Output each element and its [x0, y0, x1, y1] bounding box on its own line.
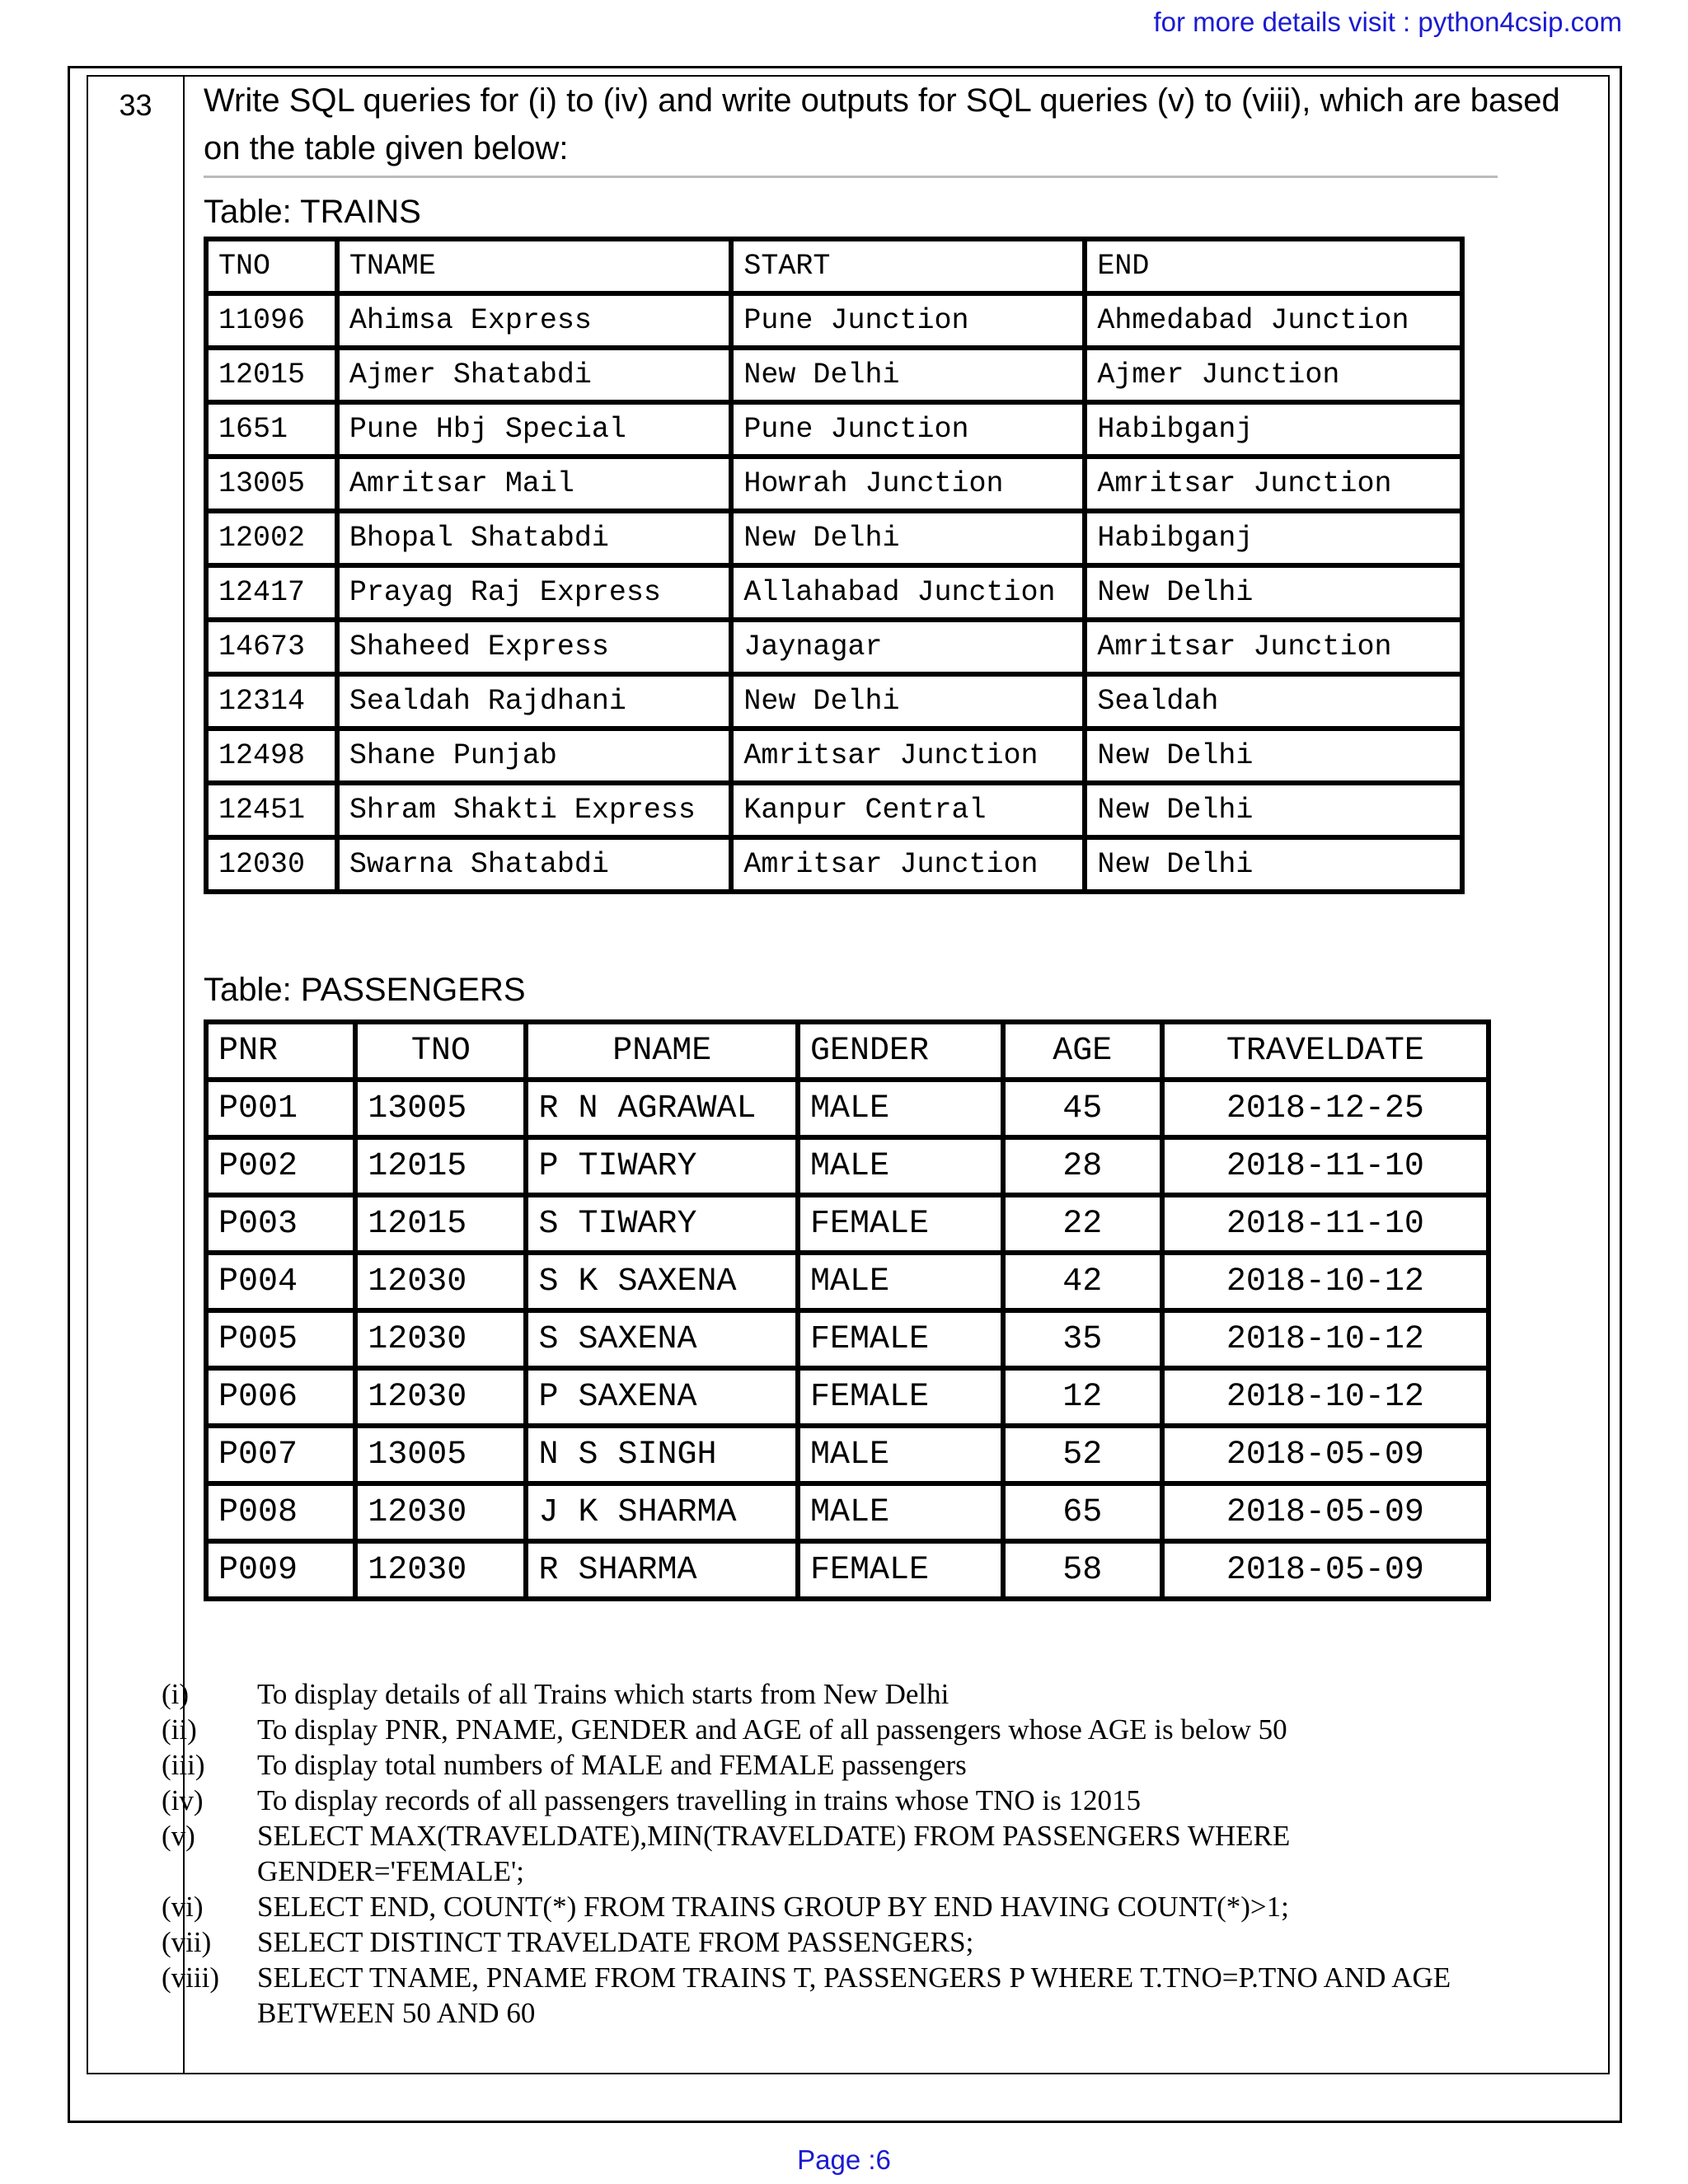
question-item	[162, 1712, 1530, 1747]
item-text: To display records of all passengers travelling in trains whose TNO is 12015	[257, 1784, 1141, 1816]
table-cell: 12030	[355, 1368, 526, 1426]
table-cell: Pune Junction	[731, 402, 1085, 457]
item-number: (vii)	[162, 1926, 212, 1958]
page-number: Page :6	[797, 2144, 891, 2175]
table-row	[206, 620, 1462, 674]
item-number: (i)	[162, 1678, 190, 1710]
table-row	[206, 1483, 1489, 1541]
table-cell: Pune Hbj Special	[337, 402, 732, 457]
passengers-table	[204, 1019, 1491, 1601]
table-cell: 28	[1003, 1137, 1162, 1195]
table-row	[206, 1253, 1489, 1310]
table-cell: 58	[1003, 1541, 1162, 1599]
table-cell: 12030	[355, 1253, 526, 1310]
item-number: (v)	[162, 1820, 195, 1852]
table-cell: P003	[206, 1195, 355, 1253]
table-cell: Allahabad Junction	[731, 565, 1085, 620]
item-text: To display details of all Trains which starts from New Delhi	[257, 1678, 950, 1710]
table-row	[206, 1368, 1489, 1426]
table-cell: 12030	[206, 837, 337, 892]
table-cell: FEMALE	[798, 1195, 1003, 1253]
table-cell: 65	[1003, 1483, 1162, 1541]
trains-column-header: TNAME	[337, 239, 732, 293]
table-cell: 2018-05-09	[1162, 1541, 1489, 1599]
trains-column-header: TNO	[206, 239, 337, 293]
table-cell: R SHARMA	[526, 1541, 798, 1599]
table-cell: 13005	[355, 1426, 526, 1483]
table-cell: 2018-12-25	[1162, 1080, 1489, 1137]
item-number: (viii)	[162, 1961, 219, 1994]
table-cell: Habibganj	[1085, 402, 1462, 457]
table-cell: 12417	[206, 565, 337, 620]
table-cell: 2018-10-12	[1162, 1368, 1489, 1426]
trains-table	[204, 237, 1465, 894]
table-row	[206, 1541, 1489, 1599]
table-cell: Ahmedabad Junction	[1085, 293, 1462, 348]
table-cell: N S SINGH	[526, 1426, 798, 1483]
table-cell: Ajmer Junction	[1085, 348, 1462, 402]
table-cell: FEMALE	[798, 1310, 1003, 1368]
table-cell: 35	[1003, 1310, 1162, 1368]
table-cell: Sealdah	[1085, 674, 1462, 729]
table-cell: R N AGRAWAL	[526, 1080, 798, 1137]
passengers-column-header: PNAME	[526, 1022, 798, 1080]
table-cell: 13005	[355, 1080, 526, 1137]
passengers-header-row	[206, 1022, 1489, 1080]
table-cell: New Delhi	[731, 511, 1085, 565]
table-cell: J K SHARMA	[526, 1483, 798, 1541]
table-cell: 12015	[206, 348, 337, 402]
passengers-column-header: AGE	[1003, 1022, 1162, 1080]
table-cell: 22	[1003, 1195, 1162, 1253]
table-cell: 2018-05-09	[1162, 1483, 1489, 1541]
table-row	[206, 402, 1462, 457]
table-cell: P005	[206, 1310, 355, 1368]
item-number: (ii)	[162, 1713, 197, 1746]
table-cell: 12015	[355, 1137, 526, 1195]
item-text: SELECT DISTINCT TRAVELDATE FROM PASSENGERS;	[257, 1926, 974, 1958]
passengers-column-header: TNO	[355, 1022, 526, 1080]
table-cell: 45	[1003, 1080, 1162, 1137]
passengers-table-caption: Table: PASSENGERS	[204, 972, 526, 1008]
question-item	[162, 1818, 1530, 1889]
table-cell: P004	[206, 1253, 355, 1310]
table-cell: S SAXENA	[526, 1310, 798, 1368]
table-cell: New Delhi	[731, 348, 1085, 402]
table-cell: 12030	[355, 1310, 526, 1368]
table-row	[206, 1426, 1489, 1483]
table-row	[206, 348, 1462, 402]
table-cell: MALE	[798, 1483, 1003, 1541]
item-text: SELECT MAX(TRAVELDATE),MIN(TRAVELDATE) FROM PASSENGERS WHERE GENDER='FEMALE';	[257, 1820, 1291, 1887]
item-text: To display total numbers of MALE and FEMALE passengers	[257, 1749, 967, 1781]
table-cell: 2018-05-09	[1162, 1426, 1489, 1483]
item-text: To display PNR, PNAME, GENDER and AGE of all passengers whose AGE is below 50	[257, 1713, 1287, 1746]
table-cell: MALE	[798, 1253, 1003, 1310]
table-cell: 14673	[206, 620, 337, 674]
table-cell: Sealdah Rajdhani	[337, 674, 732, 729]
table-cell: P SAXENA	[526, 1368, 798, 1426]
table-cell: 2018-10-12	[1162, 1310, 1489, 1368]
table-cell: Prayag Raj Express	[337, 565, 732, 620]
table-row	[206, 837, 1462, 892]
table-cell: Amritsar Junction	[731, 729, 1085, 783]
table-row	[206, 1195, 1489, 1253]
question-item	[162, 1747, 1530, 1783]
divider	[204, 176, 1498, 178]
table-cell: 12	[1003, 1368, 1162, 1426]
table-cell: P002	[206, 1137, 355, 1195]
trains-column-header: START	[731, 239, 1085, 293]
table-cell: Ajmer Shatabdi	[337, 348, 732, 402]
trains-header-row	[206, 239, 1462, 293]
trains-table-caption: Table: TRAINS	[204, 194, 421, 230]
question-intro: Write SQL queries for (i) to (iv) and write outputs for SQL queries (v) to (viii), which are based on the table given below:	[204, 82, 1560, 166]
table-cell: Bhopal Shatabdi	[337, 511, 732, 565]
table-cell: Jaynagar	[731, 620, 1085, 674]
item-number: (iv)	[162, 1784, 204, 1816]
table-row	[206, 457, 1462, 511]
table-cell: New Delhi	[1085, 837, 1462, 892]
table-cell: Habibganj	[1085, 511, 1462, 565]
table-cell: Swarna Shatabdi	[337, 837, 732, 892]
trains-column-header: END	[1085, 239, 1462, 293]
table-cell: Shaheed Express	[337, 620, 732, 674]
table-cell: Shane Punjab	[337, 729, 732, 783]
item-number: (iii)	[162, 1749, 205, 1781]
table-cell: 52	[1003, 1426, 1162, 1483]
table-cell: S TIWARY	[526, 1195, 798, 1253]
table-cell: P001	[206, 1080, 355, 1137]
table-cell: Howrah Junction	[731, 457, 1085, 511]
table-cell: 2018-11-10	[1162, 1137, 1489, 1195]
table-cell: 1651	[206, 402, 337, 457]
table-cell: S K SAXENA	[526, 1253, 798, 1310]
passengers-column-header: PNR	[206, 1022, 355, 1080]
table-cell: P TIWARY	[526, 1137, 798, 1195]
table-cell: 12030	[355, 1483, 526, 1541]
table-row	[206, 783, 1462, 837]
question-items	[162, 1676, 1530, 2031]
table-cell: Kanpur Central	[731, 783, 1085, 837]
website-link[interactable]: for more details visit : python4csip.com	[1153, 7, 1622, 37]
table-cell: New Delhi	[1085, 783, 1462, 837]
question-item	[162, 1889, 1530, 1924]
table-cell: MALE	[798, 1137, 1003, 1195]
table-cell: 12015	[355, 1195, 526, 1253]
table-cell: MALE	[798, 1080, 1003, 1137]
item-number: (vi)	[162, 1891, 204, 1923]
table-row	[206, 293, 1462, 348]
table-cell: Amritsar Mail	[337, 457, 732, 511]
table-row	[206, 1080, 1489, 1137]
table-cell: Shram Shakti Express	[337, 783, 732, 837]
table-cell: Pune Junction	[731, 293, 1085, 348]
item-text: SELECT END, COUNT(*) FROM TRAINS GROUP BY END HAVING COUNT(*)>1;	[257, 1891, 1289, 1923]
table-cell: Amritsar Junction	[731, 837, 1085, 892]
table-cell: P009	[206, 1541, 355, 1599]
table-row	[206, 1137, 1489, 1195]
table-cell: Ahimsa Express	[337, 293, 732, 348]
table-cell: 12030	[355, 1541, 526, 1599]
table-cell: FEMALE	[798, 1368, 1003, 1426]
table-row	[206, 1310, 1489, 1368]
table-cell: 42	[1003, 1253, 1162, 1310]
table-cell: P007	[206, 1426, 355, 1483]
table-cell: FEMALE	[798, 1541, 1003, 1599]
table-cell: P006	[206, 1368, 355, 1426]
table-cell: 2018-10-12	[1162, 1253, 1489, 1310]
table-cell: New Delhi	[1085, 729, 1462, 783]
question-item	[162, 1924, 1530, 1960]
question-item	[162, 1676, 1530, 1712]
table-cell: 11096	[206, 293, 337, 348]
item-text: SELECT TNAME, PNAME FROM TRAINS T, PASSENGERS P WHERE T.TNO=P.TNO AND AGE BETWEEN 50 AND 60	[257, 1961, 1451, 2029]
table-row	[206, 565, 1462, 620]
table-cell: 2018-11-10	[1162, 1195, 1489, 1253]
table-cell: P008	[206, 1483, 355, 1541]
table-cell: 13005	[206, 457, 337, 511]
table-cell: 12498	[206, 729, 337, 783]
passengers-column-header: TRAVELDATE	[1162, 1022, 1489, 1080]
table-row	[206, 511, 1462, 565]
table-row	[206, 674, 1462, 729]
table-cell: New Delhi	[1085, 565, 1462, 620]
question-item	[162, 1960, 1530, 2031]
table-cell: 12451	[206, 783, 337, 837]
table-row	[206, 729, 1462, 783]
table-cell: Amritsar Junction	[1085, 457, 1462, 511]
passengers-column-header: GENDER	[798, 1022, 1003, 1080]
table-cell: Amritsar Junction	[1085, 620, 1462, 674]
table-cell: 12314	[206, 674, 337, 729]
table-cell: MALE	[798, 1426, 1003, 1483]
table-cell: New Delhi	[731, 674, 1085, 729]
question-item	[162, 1783, 1530, 1818]
question-number: 33	[119, 88, 152, 122]
table-cell: 12002	[206, 511, 337, 565]
